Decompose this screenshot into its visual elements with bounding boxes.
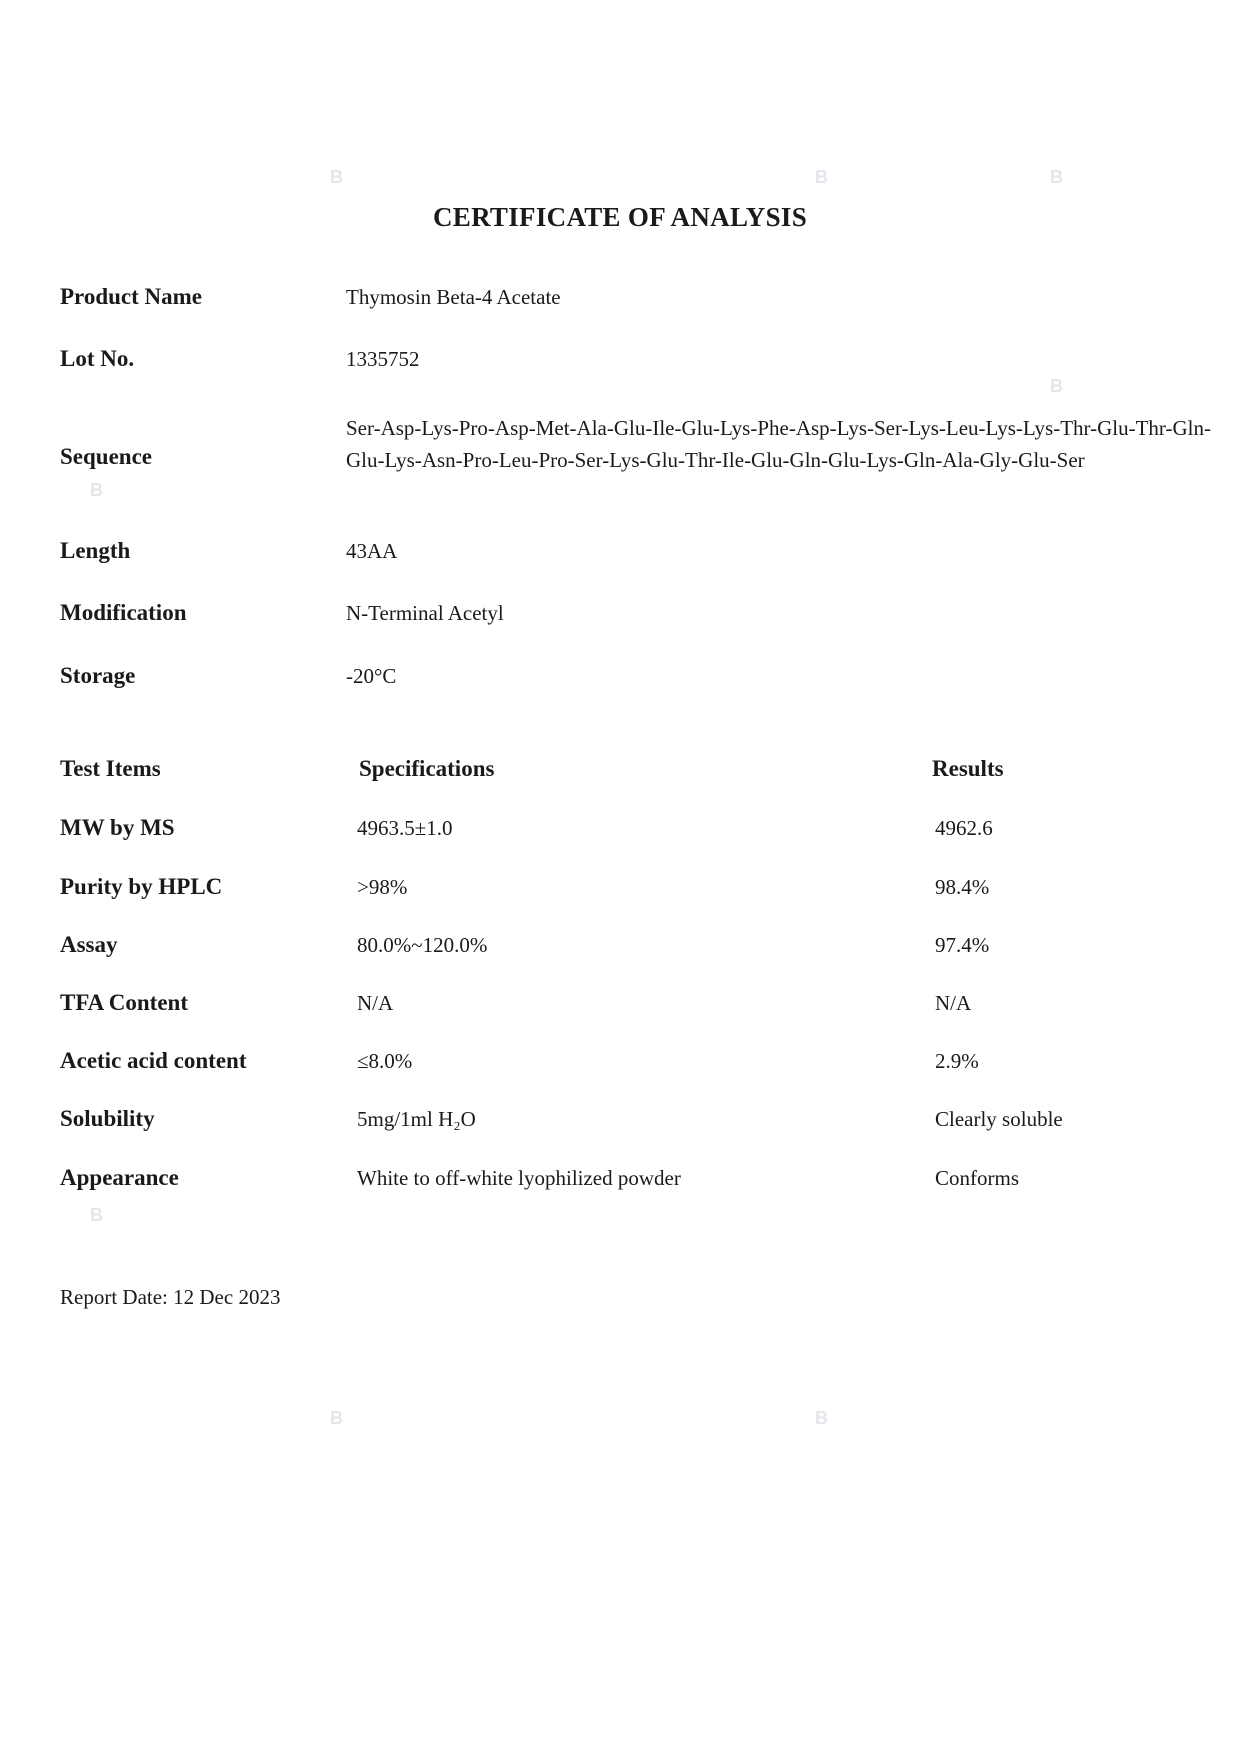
test-item: Acetic acid content (60, 1048, 247, 1073)
header-specifications: Specifications (359, 756, 495, 781)
test-result: 4962.6 (935, 816, 993, 840)
test-result: Conforms (935, 1166, 1019, 1190)
product-name-value: Thymosin Beta-4 Acetate (346, 285, 561, 309)
lot-value: 1335752 (346, 347, 420, 371)
document-title: CERTIFICATE OF ANALYSIS (432, 202, 808, 232)
test-result: N/A (935, 991, 972, 1015)
header-results: Results (932, 756, 1004, 781)
test-spec: N/A (357, 991, 394, 1015)
test-result: 97.4% (935, 933, 990, 957)
test-result: Clearly soluble (935, 1107, 1063, 1131)
test-item: MW by MS (60, 815, 175, 840)
product-name-label: Product Name (60, 284, 203, 309)
modification-label: Modification (60, 600, 187, 625)
length-label: Length (60, 538, 131, 563)
test-result: 98.4% (935, 875, 990, 899)
test-item: Purity by HPLC (60, 874, 223, 899)
test-item: Assay (60, 932, 118, 957)
test-result: 2.9% (935, 1049, 979, 1073)
sequence-value: Ser-Asp-Lys-Pro-Asp-Met-Ala-Glu-Ile-Glu-Lys-Phe-Asp-Lys-Ser-Lys-Leu-Lys-Lys-Thr-Glu-Thr-Gln-Glu-Lys-Asn-Pro-Leu-Pro-Ser-Lys-Glu-Thr-Ile-Glu-Gln-Glu-Lys-Gln-Ala-Gly-Glu-Ser (346, 416, 1211, 472)
length-value: 43AA (346, 539, 398, 563)
test-spec: 5mg/1ml H₂O (357, 1107, 476, 1131)
test-spec: ≤8.0% (357, 1049, 413, 1073)
storage-label: Storage (60, 663, 136, 688)
modification-value: N-Terminal Acetyl (346, 601, 504, 625)
test-item: Appearance (60, 1165, 179, 1190)
test-item: Solubility (60, 1106, 155, 1131)
test-spec: >98% (357, 875, 408, 899)
lot-label: Lot No. (60, 346, 135, 371)
header-test-items: Test Items (60, 756, 161, 781)
test-item: TFA Content (60, 990, 188, 1015)
sequence-label: Sequence (60, 444, 152, 469)
storage-value: -20°C (346, 664, 397, 688)
test-spec: 80.0%~120.0% (357, 933, 488, 957)
report-date-label: Report Date: (60, 1285, 168, 1309)
test-spec: White to off-white lyophilized powder (357, 1166, 681, 1190)
report-date (60, 1285, 280, 1310)
report-date-value: 12 Dec 2023 (173, 1285, 281, 1309)
test-spec: 4963.5±1.0 (357, 816, 453, 840)
